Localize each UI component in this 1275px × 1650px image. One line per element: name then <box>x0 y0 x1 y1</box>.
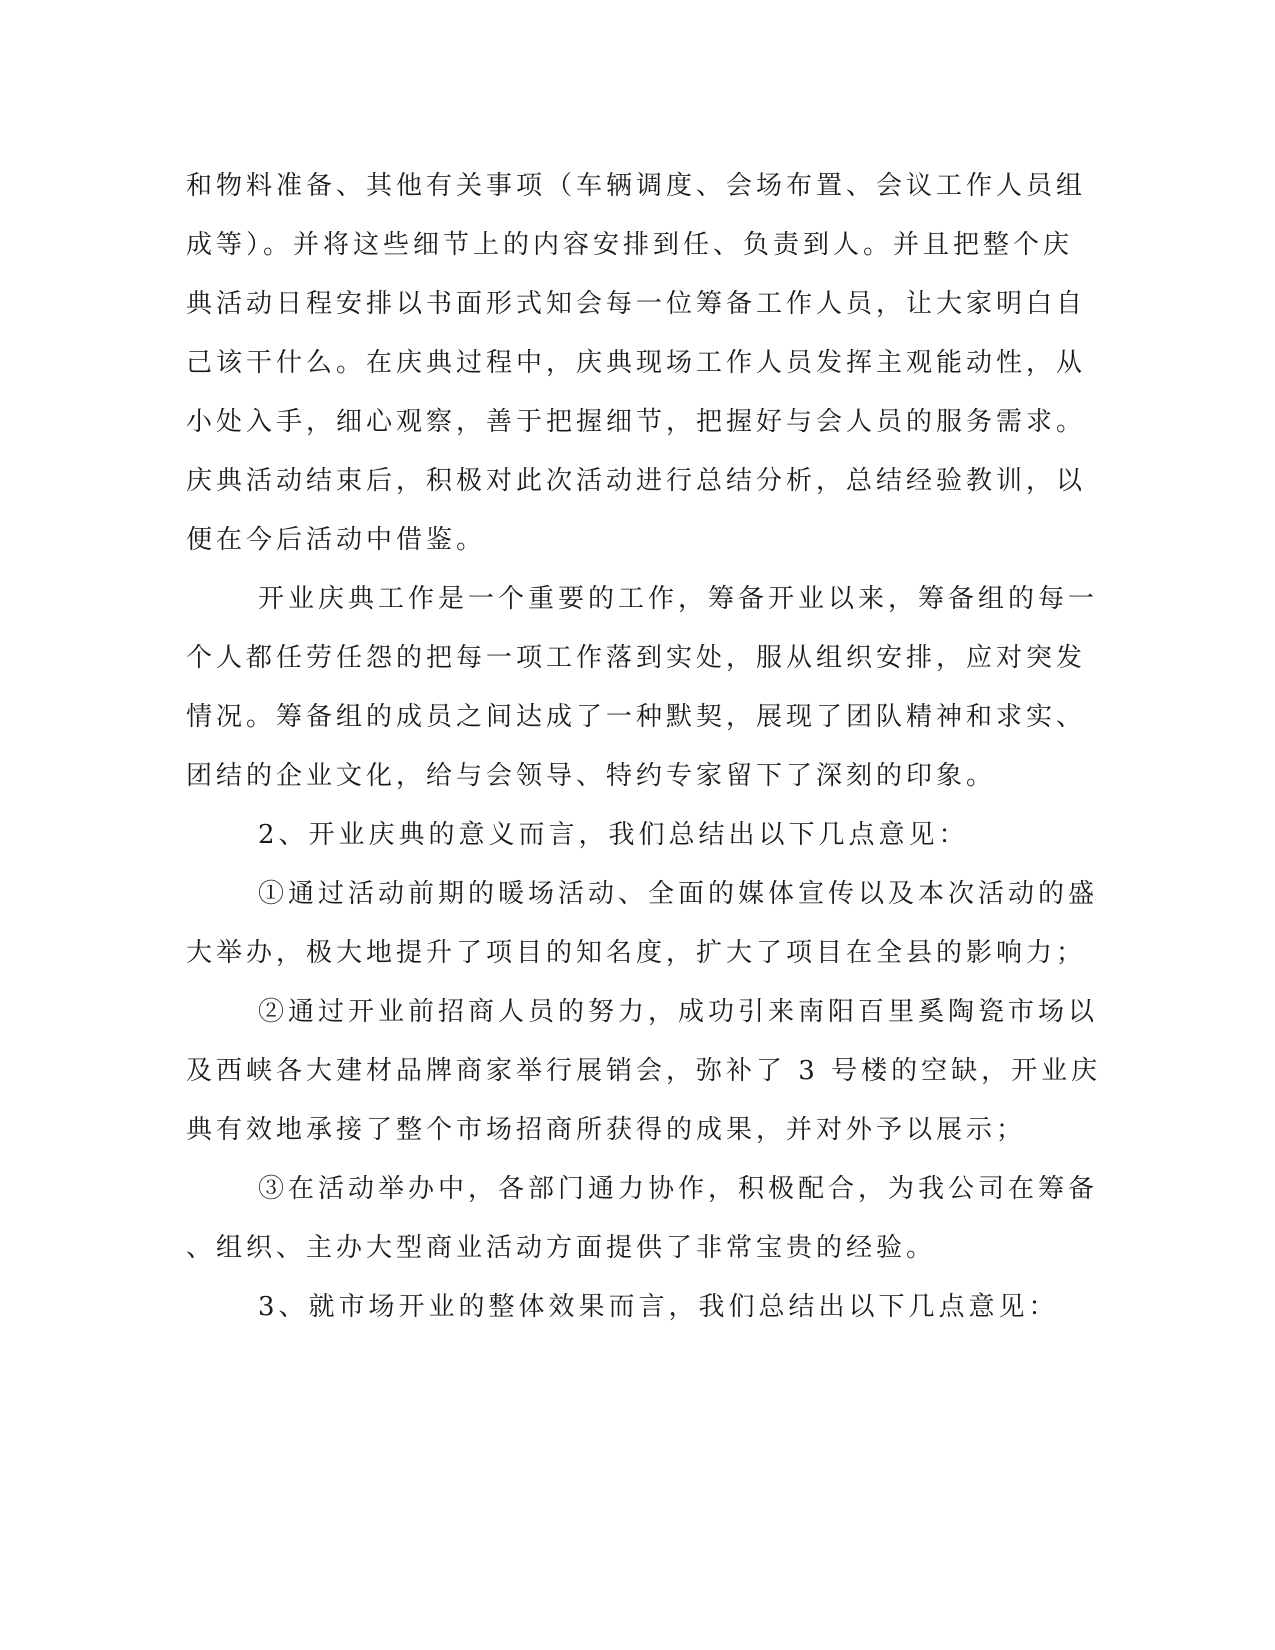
text-line: 典活动日程安排以书面形式知会每一位筹备工作人员，让大家明白自 <box>186 289 1087 319</box>
text-line: 大举办，极大地提升了项目的知名度，扩大了项目在全县的影响力； <box>186 938 1087 968</box>
text-line: 和物料准备、其他有关事项（车辆调度、会场布置、会议工作人员组 <box>186 171 1087 201</box>
text-line: 3、就市场开业的整体效果而言，我们总结出以下几点意见： <box>258 1292 1059 1322</box>
text-line: 庆典活动结束后，积极对此次活动进行总结分析，总结经验教训，以 <box>186 466 1087 496</box>
text-line: 团结的企业文化，给与会领导、特约专家留下了深刻的印象。 <box>186 761 997 791</box>
text-line: 开业庆典工作是一个重要的工作，筹备开业以来，筹备组的每一 <box>258 584 1099 614</box>
text-line: 及西峡各大建材品牌商家举行展销会，弥补了 3 号楼的空缺，开业庆 <box>186 1056 1102 1086</box>
text-line: ③在活动举办中，各部门通力协作，积极配合，为我公司在筹备 <box>258 1174 1099 1204</box>
text-line: 、组织、主办大型商业活动方面提供了非常宝贵的经验。 <box>186 1233 937 1263</box>
text-line: 个人都任劳任怨的把每一项工作落到实处，服从组织安排，应对突发 <box>186 643 1087 673</box>
text-line: ①通过活动前期的暖场活动、全面的媒体宣传以及本次活动的盛 <box>258 879 1099 909</box>
text-line: 便在今后活动中借鉴。 <box>186 525 487 555</box>
text-line: 2、开业庆典的意义而言，我们总结出以下几点意见： <box>258 820 969 850</box>
text-line: 典有效地承接了整个市场招商所获得的成果，并对外予以展示； <box>186 1115 1027 1145</box>
text-line: 成等）。并将这些细节上的内容安排到任、负责到人。并且把整个庆 <box>186 230 1074 260</box>
text-line: ②通过开业前招商人员的努力，成功引来南阳百里奚陶瓷市场以 <box>258 997 1099 1027</box>
text-line: 小处入手，细心观察，善于把握细节，把握好与会人员的服务需求。 <box>186 407 1087 437</box>
text-line: 情况。筹备组的成员之间达成了一种默契，展现了团队精神和求实、 <box>186 702 1087 732</box>
text-line: 己该干什么。在庆典过程中，庆典现场工作人员发挥主观能动性，从 <box>186 348 1087 378</box>
